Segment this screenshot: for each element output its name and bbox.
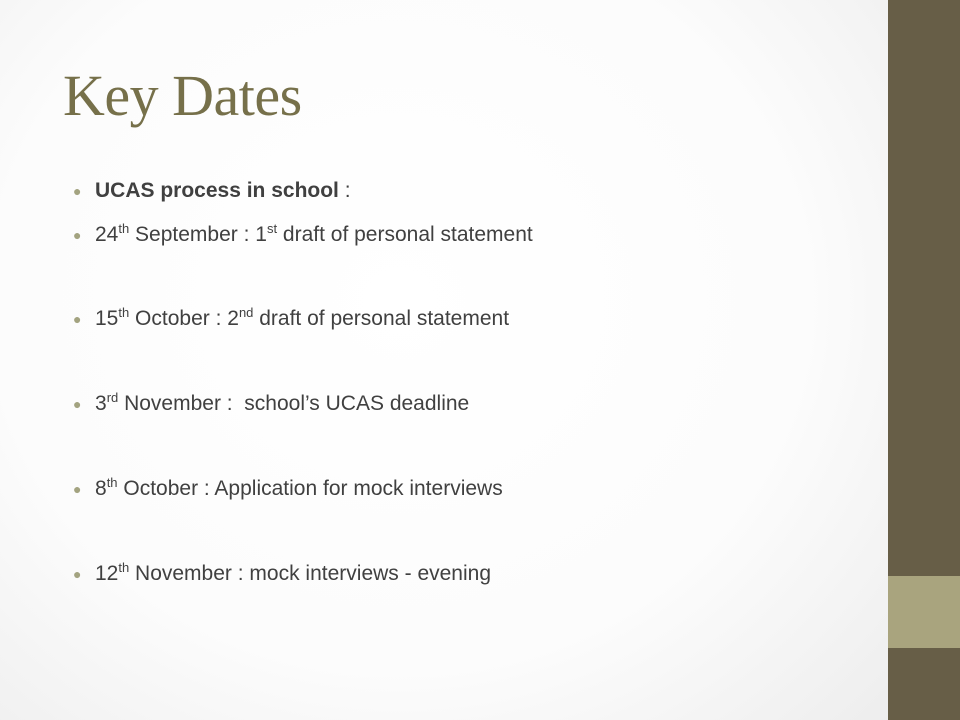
item-day-suffix: th	[118, 221, 130, 236]
item-month: November	[118, 392, 227, 415]
item-day: 15	[95, 307, 119, 330]
bullet-icon: ●	[73, 481, 82, 497]
item-day-suffix: th	[106, 475, 118, 490]
sidebar-top-block	[888, 0, 960, 576]
item-day-suffix: rd	[106, 390, 119, 405]
list-item-second-draft	[73, 304, 510, 334]
item-description: draft of personal statement	[253, 307, 510, 330]
item-day: 12	[95, 562, 119, 585]
bullet-icon: ●	[73, 566, 82, 582]
item-day: 3	[95, 392, 107, 415]
item-draft-suffix: st	[266, 221, 278, 236]
item-draft-number: 2	[227, 307, 239, 330]
bullet-icon: ●	[73, 183, 82, 199]
list-item-first-draft	[73, 220, 533, 250]
item-description: draft of personal statement	[277, 223, 533, 246]
item-description: school’s UCAS deadline	[232, 392, 470, 415]
item-separator: :	[215, 307, 228, 330]
bullet-icon: ●	[73, 311, 82, 327]
item-month: October	[129, 307, 216, 330]
item-description: mock interviews - evening	[249, 562, 492, 585]
item-heading: UCAS process in school	[95, 179, 339, 202]
bullet-icon: ●	[73, 227, 82, 243]
list-item-mock-interviews	[73, 559, 492, 589]
item-month: September	[129, 223, 244, 246]
slide-title: Key Dates	[63, 63, 302, 128]
item-month: October	[117, 477, 204, 500]
list-item-mock-application	[73, 474, 503, 504]
sidebar-bottom-block	[888, 648, 960, 720]
item-month: November	[129, 562, 238, 585]
item-separator: :	[226, 392, 233, 415]
item-description: Application for mock interviews	[214, 477, 503, 500]
sidebar-middle-block	[888, 576, 960, 648]
item-draft-suffix: nd	[238, 305, 254, 320]
list-item-ucas-process	[73, 176, 351, 206]
item-day: 8	[95, 477, 107, 500]
item-day-suffix: th	[118, 560, 130, 575]
bullet-icon: ●	[73, 396, 82, 412]
item-tail: :	[338, 179, 351, 202]
item-day-suffix: th	[118, 305, 130, 320]
item-day: 24	[95, 223, 119, 246]
item-separator: :	[243, 223, 256, 246]
list-item-school-deadline	[73, 389, 470, 419]
item-separator: :	[203, 477, 215, 500]
item-separator: :	[237, 562, 250, 585]
item-draft-number: 1	[255, 223, 267, 246]
